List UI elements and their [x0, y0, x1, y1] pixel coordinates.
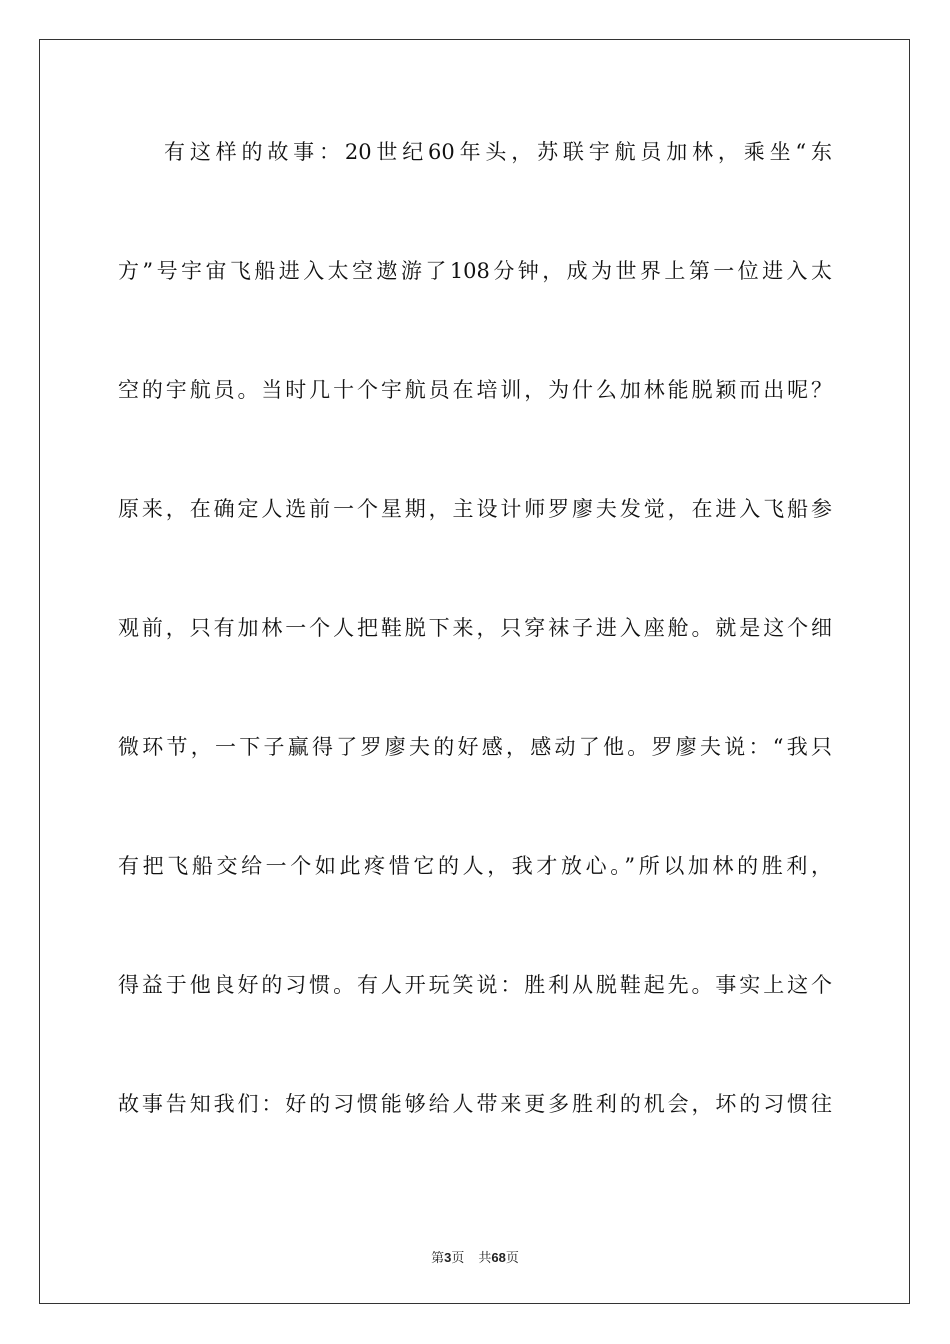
page-number: 3: [444, 1250, 452, 1265]
paragraph-line: 原来，在确定人选前一个星期，主设计师罗廖夫发觉，在进入飞船参: [118, 497, 832, 521]
paragraph-line: 故事告知我们：好的习惯能够给人带来更多胜利的机会，坏的习惯往: [118, 1092, 832, 1116]
paragraph-line: 微环节，一下子赢得了罗廖夫的好感，感动了他。罗廖夫说：“我只: [118, 735, 832, 759]
paragraph-line: 得益于他良好的习惯。有人开玩笑说：胜利从脱鞋起先。事实上这个: [118, 973, 832, 997]
paragraph-line: 空的宇航员。当时几十个宇航员在培训，为什么加林能脱颖而出呢？: [118, 378, 832, 402]
total-suffix: 页: [505, 1251, 519, 1266]
page-suffix: 页: [451, 1251, 465, 1266]
total-prefix: 共: [478, 1251, 492, 1266]
document-body: [118, 130, 832, 1201]
paragraph-line: 有这样的故事：20世纪60年头，苏联宇航员加林，乘坐“东: [164, 140, 832, 164]
page-prefix: 第: [431, 1251, 445, 1266]
paragraph-line: 观前，只有加林一个人把鞋脱下来，只穿袜子进入座舱。就是这个细: [118, 616, 832, 640]
total-pages: 68: [491, 1250, 506, 1265]
page-footer: [0, 1247, 950, 1266]
paragraph-line: 方”号宇宙飞船进入太空遨游了108分钟，成为世界上第一位进入太: [118, 259, 832, 283]
paragraph-line: 有把飞船交给一个如此疼惜它的人，我才放心。”所以加林的胜利，: [118, 854, 832, 878]
